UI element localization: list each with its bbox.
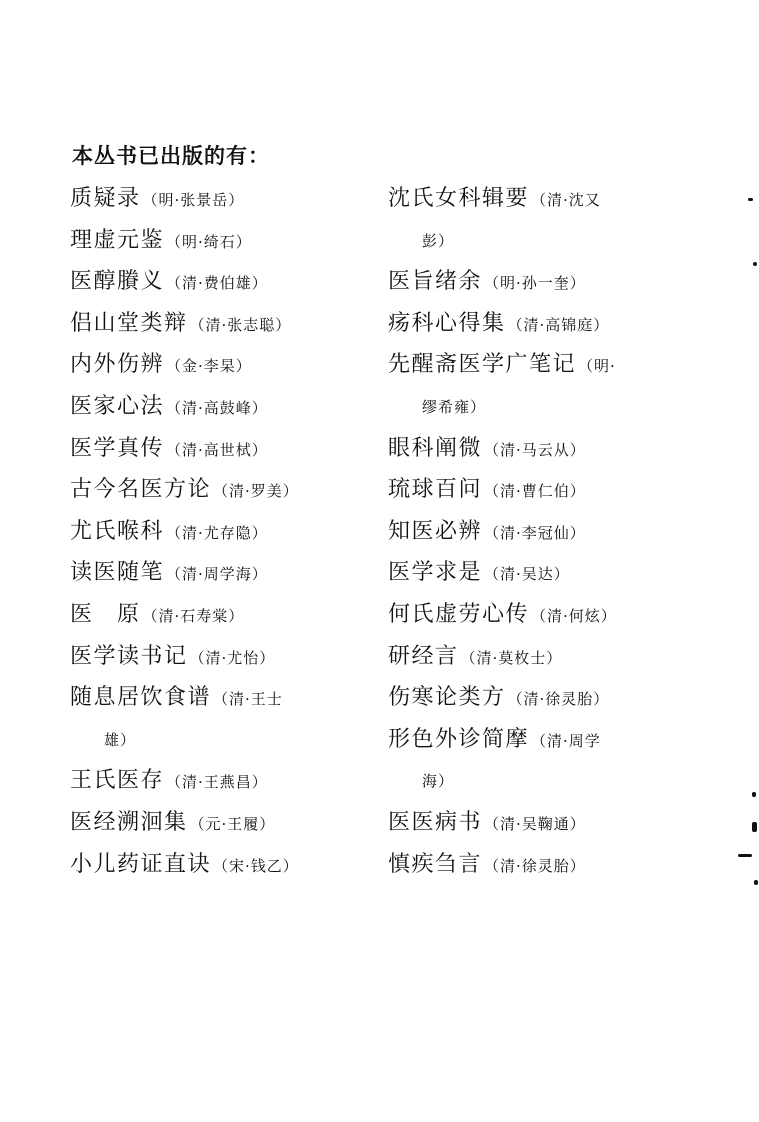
book-entry: [388, 386, 688, 428]
book-author: 海）: [422, 772, 455, 791]
book-title: 研经言: [388, 643, 459, 669]
book-title: 琉球百问: [388, 477, 483, 503]
book-entry: [388, 511, 688, 553]
book-title: 何氏虚劳心传: [388, 601, 530, 627]
book-author: （清·沈又: [531, 191, 601, 209]
book-entry: [70, 594, 370, 636]
book-author: （清·曹仁伯）: [484, 482, 586, 501]
book-author: 缪希雍）: [422, 397, 487, 416]
book-entry: [388, 303, 688, 345]
book-author: （清·徐灵胎）: [484, 856, 586, 875]
book-entry: [70, 760, 370, 802]
book-entry: [388, 552, 688, 594]
book-entry: [388, 677, 688, 719]
book-author: 雄）: [104, 730, 137, 749]
book-title: 形色外诊简摩: [388, 726, 530, 752]
book-title: 小儿药证直诀: [70, 851, 212, 877]
book-author: （清·吴达）: [484, 565, 570, 584]
book-title: 随息居饮食谱: [70, 685, 212, 711]
book-title: 先醒斋医学广笔记: [388, 352, 577, 378]
book-entry: [388, 802, 688, 844]
book-title: 质疑录: [70, 186, 141, 211]
scan-mark: [752, 822, 757, 832]
book-entry: [70, 677, 370, 719]
book-author: （清·王燕昌）: [166, 773, 268, 792]
scan-mark: [738, 854, 752, 857]
book-entry: [388, 469, 688, 511]
book-entry: [388, 594, 688, 636]
book-author: （明·孙一奎）: [484, 274, 586, 293]
book-entry: [70, 428, 370, 470]
book-author: （明·张景岳）: [142, 191, 245, 209]
book-title: 理虚元鉴: [70, 227, 165, 253]
book-title: 眼科阐微: [388, 435, 483, 461]
book-entry: [388, 178, 688, 220]
right-column: [388, 178, 688, 885]
book-title: 医经溯洄集: [70, 809, 188, 835]
book-author: （清·高锦庭）: [507, 315, 610, 334]
book-entry: [388, 636, 688, 678]
book-entry: [70, 636, 370, 678]
book-author: （明·绮石）: [166, 232, 252, 251]
book-title: 伤寒论类方: [388, 685, 506, 711]
book-author: （元·王履）: [189, 814, 276, 833]
book-entry: [70, 844, 370, 886]
book-author: （清·徐灵胎）: [507, 690, 610, 709]
scan-mark: [754, 880, 758, 885]
book-title: 王氏医存: [70, 768, 165, 794]
book-entry: [70, 344, 370, 386]
book-entry: [70, 303, 370, 345]
book-entry: [388, 344, 688, 386]
book-entry: [70, 386, 370, 428]
book-title: 读医随笔: [70, 560, 165, 586]
book-author: （清·吴鞠通）: [484, 814, 586, 833]
book-entry: [388, 844, 688, 886]
book-title: 知医必辨: [388, 518, 483, 544]
book-title: 古今名医方论: [70, 477, 212, 503]
scan-mark: [748, 198, 753, 201]
book-title: 医学真传: [70, 435, 165, 461]
list-heading: 本丛书已出版的有：: [72, 144, 270, 168]
book-author: （金·李杲）: [166, 357, 252, 376]
book-entry: [70, 719, 370, 761]
book-author: （清·尤怡）: [189, 648, 276, 667]
book-entry: [70, 802, 370, 844]
book-entry: [70, 552, 370, 594]
book-entry: [70, 220, 370, 262]
book-entry: [70, 469, 370, 511]
book-author: （清·周学海）: [166, 565, 268, 584]
book-author: （清·高世栻）: [166, 440, 268, 459]
book-author: （清·王士: [213, 690, 283, 709]
book-author: （清·张志聪）: [189, 315, 292, 334]
book-author: 彭）: [422, 231, 455, 250]
book-author: （清·何炫）: [531, 606, 617, 625]
book-author: （清·莫枚士）: [460, 648, 563, 667]
book-entry: [388, 220, 688, 262]
book-title: 沈氏女科辑要: [388, 186, 530, 211]
book-entry: [70, 511, 370, 553]
book-author: （清·高鼓峰）: [166, 398, 268, 417]
scan-mark: [753, 262, 757, 266]
book-author: （清·周学: [531, 731, 601, 750]
book-entry: [388, 261, 688, 303]
book-title: 侣山堂类辩: [70, 310, 188, 336]
book-author: （清·李冠仙）: [484, 523, 586, 542]
book-author: （清·石寿棠）: [142, 606, 245, 625]
book-title: 尤氏喉科: [70, 518, 165, 544]
book-title: 医家心法: [70, 393, 165, 419]
book-title: 医医病书: [388, 809, 483, 835]
book-author: （清·马云从）: [484, 440, 586, 459]
book-title: 内外伤辨: [70, 352, 165, 378]
left-column: [70, 178, 370, 885]
book-title: 医学读书记: [70, 643, 188, 669]
book-entry: [70, 178, 370, 220]
book-entry: [388, 428, 688, 470]
book-author: （清·罗美）: [213, 482, 299, 501]
book-title: 医 原: [70, 601, 141, 627]
book-author: （明·: [578, 357, 616, 376]
book-title: 医学求是: [388, 560, 483, 586]
book-entry: [388, 719, 688, 761]
book-author: （宋·钱乙）: [213, 856, 299, 875]
book-title: 疡科心得集: [388, 310, 506, 336]
book-title: 医醇賸义: [70, 269, 165, 295]
scan-mark: [752, 792, 756, 797]
book-author: （清·尤存隐）: [166, 523, 268, 542]
book-entry: [388, 760, 688, 802]
book-entry: [70, 261, 370, 303]
book-title: 慎疾刍言: [388, 851, 483, 877]
book-author: （清·费伯雄）: [166, 274, 268, 293]
book-title: 医旨绪余: [388, 269, 483, 295]
